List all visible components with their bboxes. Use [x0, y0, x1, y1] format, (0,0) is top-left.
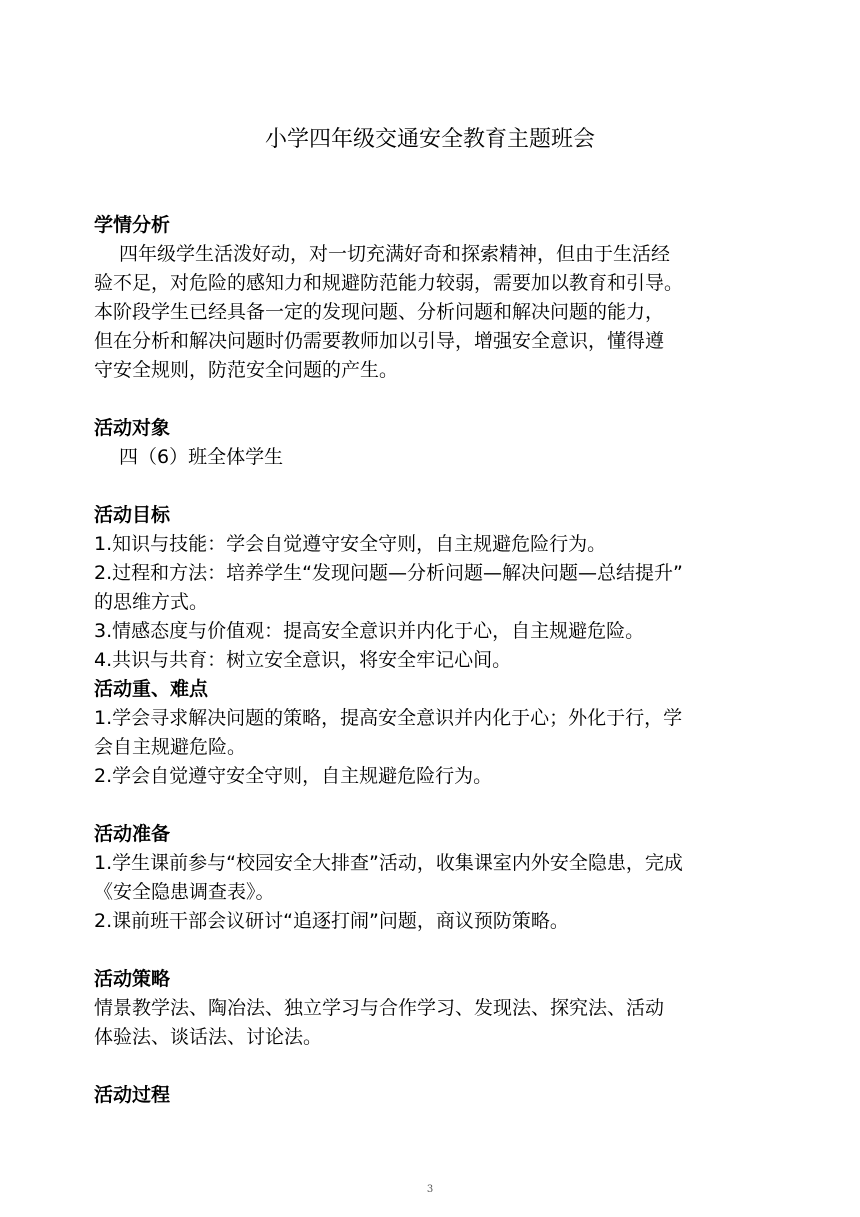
spacer [94, 791, 774, 820]
section-heading-analysis: 学情分析 [94, 214, 171, 236]
goal-line: 3.情感态度与价值观：提高安全意识并内化于心，自主规避危险。 [94, 620, 645, 642]
strategy-line: 情景教学法、陶冶法、独立学习与合作学习、发现法、探究法、活动 [94, 997, 665, 1019]
analysis-line: 守安全规则，防范安全问题的产生。 [94, 359, 399, 381]
analysis-line: 验不足，对危险的感知力和规避防范能力较弱，需要加以教育和引导。 [94, 272, 684, 294]
goal-line: 2.过程和方法：培养学生“发现问题—分析问题—解决问题—总结提升” [94, 562, 683, 584]
preparation-line: 《安全隐患调查表》。 [94, 881, 275, 903]
section-heading-key-points: 活动重、难点 [94, 678, 209, 700]
analysis-line: 四年级学生活泼好动，对一切充满好奇和探索精神，但由于生活经 [119, 243, 671, 265]
spacer [94, 1052, 774, 1081]
spacer [94, 472, 774, 501]
page-number: 3 [426, 1184, 434, 1195]
analysis-line: 但在分析和解决问题时仍需要教师加以引导，增强安全意识，懂得遵 [94, 330, 665, 352]
preparation-line: 1.学生课前参与“校园安全大排查”活动，收集课室内外安全隐患，完成 [94, 852, 683, 874]
document-body [94, 211, 774, 1110]
section-heading-target: 活动对象 [94, 417, 171, 439]
goal-line: 4.共识与共育：树立安全意识，将安全牢记心间。 [94, 649, 512, 671]
spacer [94, 385, 774, 414]
target-line: 四（6）班全体学生 [119, 446, 284, 468]
key-point-line: 会自主规避危险。 [94, 736, 247, 758]
section-heading-goals: 活动目标 [94, 504, 171, 526]
section-heading-process: 活动过程 [94, 1084, 171, 1106]
goal-line: 1.知识与技能：学会自觉遵守安全守则，自主规避危险行为。 [94, 533, 607, 555]
strategy-line: 体验法、谈话法、讨论法。 [94, 1026, 323, 1048]
spacer [94, 936, 774, 965]
section-heading-strategy: 活动策略 [94, 968, 171, 990]
section-heading-preparation: 活动准备 [94, 823, 171, 845]
key-point-line: 2.学会自觉遵守安全守则，自主规避危险行为。 [94, 765, 493, 787]
document-title: 小学四年级交通安全教育主题班会 [264, 127, 595, 152]
key-point-line: 1.学会寻求解决问题的策略，提高安全意识并内化于心；外化于行，学 [94, 707, 683, 729]
preparation-line: 2.课前班干部会议研讨“追逐打闹”问题，商议预防策略。 [94, 910, 569, 932]
goal-line: 的思维方式。 [94, 591, 209, 613]
analysis-line: 本阶段学生已经具备一定的发现问题、分析问题和解决问题的能力， [94, 301, 665, 323]
